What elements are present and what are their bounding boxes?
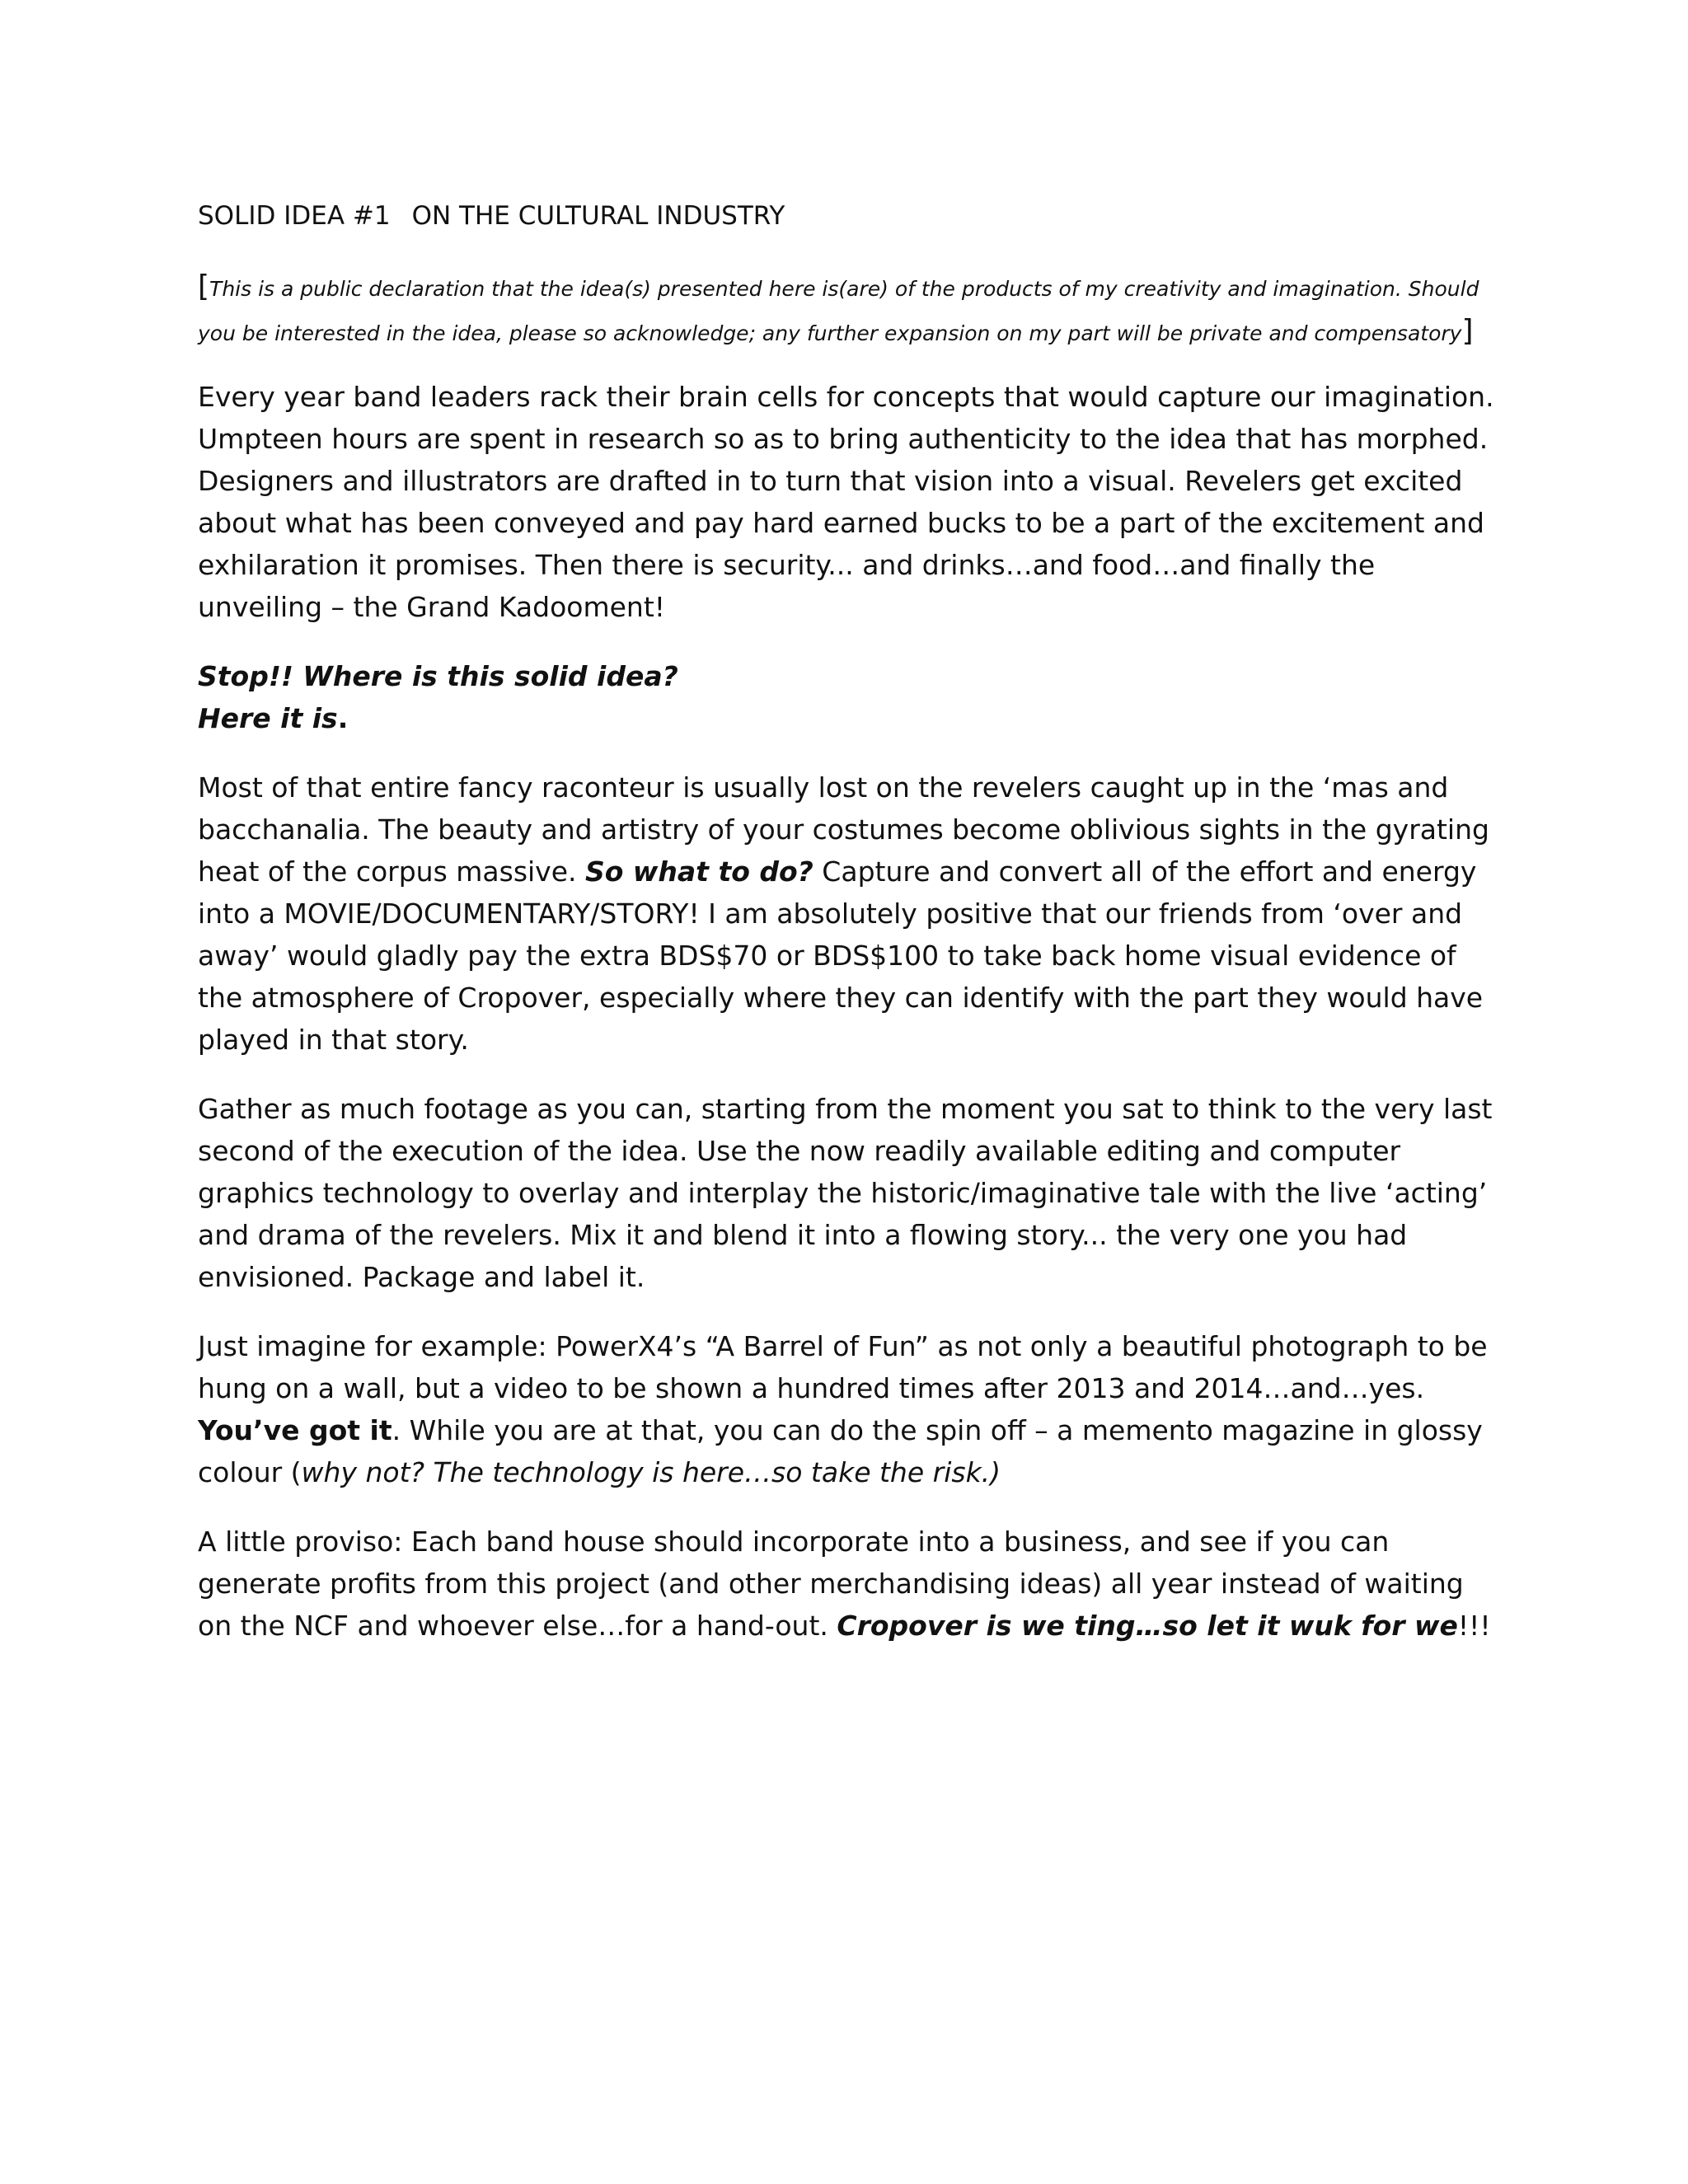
p3-part-c: Capture and convert all of the effort and energy into a MOVIE/DOCUMENTARY/STORY! I am absolutely positive that our friends from ‘over and away’ would gladly pay the extra BDS$70 or BDS$100 to take back home visual evidence of the atmosphere of Cropover, especially where they can identify with the part they would have played in that story. [198, 855, 1484, 1056]
stop-line-2 [198, 697, 1500, 739]
declaration-close-bracket: ] [1461, 314, 1474, 348]
stop-question [198, 655, 1500, 739]
paragraph-gather-footage: Gather as much footage as you can, starting from the moment you sat to think to the very last second of the execution of the idea. Use the now readily available editing and computer graphics technology to overlay and interplay the historic/imaginative tale with the live ‘acting’ and drama of the revelers. Mix it and blend it into a flowing story... the very one you had envisioned. Package and label it. [198, 1093, 1493, 1293]
paragraph-imagine-example [198, 1325, 1500, 1493]
p6-emphasis: Cropover is we ting…so let it wuk for we [837, 1610, 1458, 1642]
p3-part-a: Most of that entire fancy raconteur is usually lost on the revelers caught up in the ‘mas and bacchanalia. The beauty and artistry of your costumes become oblivious sights in the gyrating heat of the corpus massive. [198, 771, 1489, 888]
title-part-2: ON THE CULTURAL INDUSTRY [411, 201, 785, 231]
p3-emphasis: So what to do? [585, 855, 814, 888]
document-title [198, 198, 1500, 234]
document-page [198, 198, 1500, 1674]
p5-italic: why not? The technology is here…so take the risk.) [301, 1456, 1001, 1488]
title-part-1: SOLID IDEA #1 [198, 201, 391, 231]
p6-part-c: !!! [1457, 1610, 1491, 1642]
declaration-text: This is a public declaration that the idea(s) presented here is(are) of the products of my creativity and imagination. Should you be interested in the idea, please so acknowledge; any further expansion on my part will be private and compensatory [198, 277, 1479, 345]
stop-line-1: Stop!! Where is this solid idea? [198, 660, 678, 692]
here-it-is-period: . [337, 702, 349, 734]
declaration-open-bracket: [ [198, 269, 210, 303]
paragraph-capture-movie [198, 766, 1500, 1061]
declaration-note [198, 265, 1500, 354]
p5-part-c: . While you are at that, you can do the spin off – a memento magazine in glossy colour ( [198, 1414, 1483, 1488]
paragraph-band-leaders: Every year band leaders rack their brain cells for concepts that would capture our imagination. Umpteen hours are spent in research so as to bring authenticity to the idea that has morphed. Designers and illustrators are drafted in to turn that vision into a visual. Revelers get excited about what has been conveyed and pay hard earned bucks to be a part of the excitement and exhilaration it promises. Then there is security... and drinks…and food…and finally the unveiling – the Grand Kadooment! [198, 381, 1494, 623]
p6-part-a: A little proviso: Each band house should incorporate into a business, and see if you can generate profits from this project (and other merchandising ideas) all year instead of waiting on the NCF and whoever else…for a hand-out. [198, 1526, 1464, 1642]
p5-emphasis: You’ve got it [198, 1414, 392, 1446]
paragraph-proviso [198, 1521, 1500, 1647]
p5-part-a: Just imagine for example: PowerX4’s “A Barrel of Fun” as not only a beautiful photograph to be hung on a wall, but a video to be shown a hundred times after 2013 and 2014…and…yes. [198, 1330, 1488, 1404]
here-it-is-text: Here it is [198, 702, 338, 734]
